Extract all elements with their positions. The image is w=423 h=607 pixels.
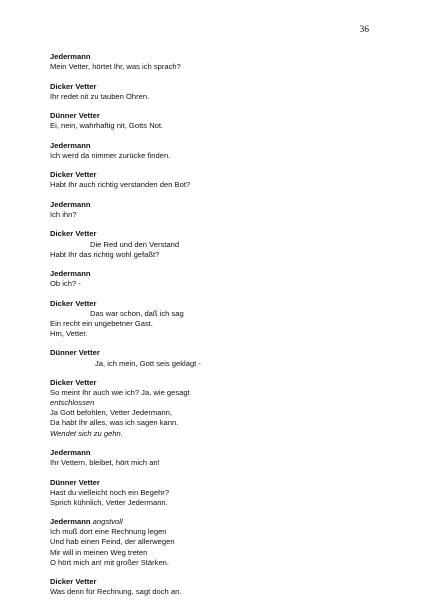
speaker-label: Dicker Vetter (50, 378, 97, 388)
speaker-name (50, 269, 380, 279)
verse-line: Und hab einen Feind, der allerwegen (50, 537, 175, 547)
speaker-name (50, 200, 380, 210)
verse-line: Ihr Vettern, bleibet, hört mich an! (50, 458, 160, 468)
verse-line: Ob ich? - (50, 279, 81, 289)
speaker-name (50, 577, 380, 587)
verse-line: Ich werd da nimmer zurücke finden. (50, 150, 171, 160)
verse-line: Ihr redet nit zu tauben Ohren. (50, 91, 150, 101)
speech-block (50, 517, 380, 567)
speech-block (50, 141, 380, 161)
speaker-label: Dünner Vetter (50, 111, 100, 121)
verse-line: Die Red und den Verstand (90, 239, 180, 249)
stage-direction: entschlossen (50, 398, 95, 408)
speaker-label: Jedermann (50, 52, 91, 61)
speech-block (50, 448, 380, 468)
speaker-label: Dicker Vetter (50, 298, 97, 308)
speaker-name (50, 517, 380, 527)
verse-line: O hört mich an! mit großer Stärken. (50, 557, 170, 567)
speech-block (50, 478, 380, 508)
verse-line: Sprich kühnlich, Vetter Jedermann. (50, 497, 168, 507)
speech-block (50, 82, 380, 102)
speaker-label: Dicker Vetter (50, 577, 97, 587)
speech-block (50, 348, 380, 368)
speech-block (50, 299, 380, 339)
play-text (50, 52, 380, 607)
speech-block (50, 111, 380, 131)
speaker-name (50, 111, 380, 121)
speaker-label: Jedermann (50, 448, 91, 458)
speaker-label: Dünner Vetter (50, 348, 100, 358)
speaker-label: Dicker Vetter (50, 229, 97, 239)
speaker-name (50, 141, 380, 151)
speaker-label: Jedermann (50, 140, 91, 150)
speaker-name (50, 229, 380, 239)
speech-block (50, 52, 380, 72)
speaker-label: Jedermann (50, 517, 91, 527)
speech-block (50, 378, 380, 439)
verse-line: Mein Vetter, hörtet Ihr, was ich sprach? (50, 62, 181, 72)
verse-line: Ei, nein, wahrhaftig nit, Gotts Not. (50, 121, 164, 131)
speaker-name (50, 299, 380, 309)
page-number: 36 (359, 25, 369, 35)
verse-line: Hm, Vetter. (50, 329, 88, 338)
verse-line: Ja Gott befohlen, Vetter Jedermann, (50, 408, 172, 418)
verse-line: Ich ihn? (50, 209, 77, 219)
speaker-name (50, 378, 380, 388)
speech-block (50, 577, 380, 597)
verse-line: Ich muß dort eine Rechnung legen (50, 527, 167, 537)
verse-line: Ja, ich mein, Gott seis geklagt - (95, 358, 201, 368)
verse-line: Habt Ihr auch richtig verstanden den Bot? (50, 180, 191, 190)
verse-line: Habt Ihr das richtig wohl gefaßt? (50, 249, 160, 259)
speaker-name (50, 82, 380, 92)
speaker-label: Dünner Vetter (50, 477, 100, 487)
speaker-name (50, 448, 380, 458)
speech-block (50, 229, 380, 259)
stage-direction: Wendet sich zu gehn. (50, 428, 123, 438)
verse-line: Was denn für Rechnung, sagt doch an. (50, 587, 182, 597)
speaker-label: Jedermann (50, 269, 91, 279)
speaker-name (50, 348, 380, 358)
speaker-name (50, 478, 380, 488)
verse-line: Hast du vielleicht noch ein Begehr? (50, 487, 170, 497)
verse-line: Das war schon, daß ich sag (90, 308, 184, 318)
verse-line: Ein recht ein ungebetner Gast. (50, 318, 154, 328)
speech-block (50, 200, 380, 220)
speaker-label: Dicker Vetter (50, 170, 97, 180)
verse-line: So meint Ihr auch wie ich? Ja, wie gesagt (50, 388, 190, 398)
speaker-name (50, 52, 380, 62)
verse-line: Mir will in meinen Weg treten (50, 547, 148, 557)
verse-line: Da habt Ihr alles, was ich sagen kann. (50, 418, 179, 428)
stage-direction: angstvoll (92, 517, 123, 527)
speaker-label: Dicker Vetter (50, 81, 97, 91)
speech-block (50, 170, 380, 190)
speech-block (50, 269, 380, 289)
speaker-name (50, 170, 380, 180)
speaker-label: Jedermann (50, 199, 91, 209)
